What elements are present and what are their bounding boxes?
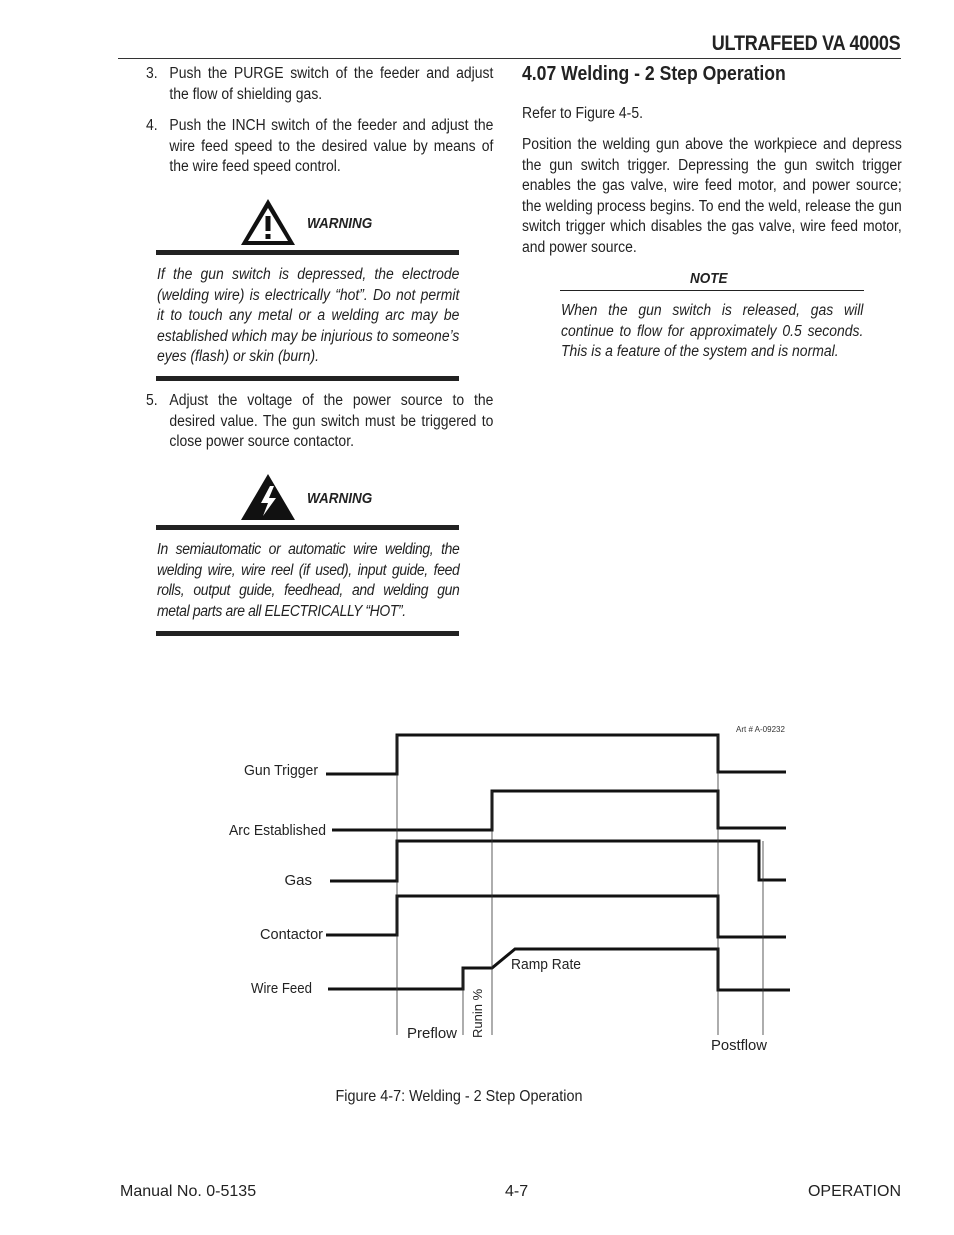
label-runin: Runin % <box>470 988 485 1038</box>
step-number: 3. <box>146 65 158 82</box>
footer-section: OPERATION <box>807 1183 901 1200</box>
signal-label-arc-established: Arc Established <box>229 822 326 839</box>
paragraph-text: Position the welding gun above the workpiece and depress the gun switch trigger. Depressing the gun switch trigger enables the gas valve, wire feed motor, and power source; the welding process begins. To end the weld, release the gun switch trigger which disables the gas valve, wire feed motor, and power source. <box>522 136 902 256</box>
warning-bottom-rule <box>156 631 459 636</box>
paragraph <box>522 135 944 258</box>
footer-manual-number: Manual No. 0-5135 <box>120 1183 257 1200</box>
lightning-bolt-icon <box>239 472 297 522</box>
signal-label-gun-trigger: Gun Trigger <box>244 762 318 779</box>
exclamation-triangle-icon <box>239 197 297 247</box>
note-text: When the gun switch is released, gas will continue to flow for approximately 0.5 seconds. This is a feature of the system and is normal. <box>561 302 864 360</box>
warning-label: WARNING <box>307 215 373 232</box>
warning-top-rule <box>156 525 459 530</box>
label-postflow: Postflow <box>711 1037 768 1054</box>
header-rule <box>118 58 901 59</box>
waveform-contactor <box>326 896 786 937</box>
warning-text: In semiautomatic or automatic wire welding, the welding wire, wire reel (if used), input guide, feed rolls, output guide, feedhead, and welding gun metal parts are all ELECTRICALLY “HOT”. <box>157 541 460 620</box>
warning-top-rule <box>156 250 459 255</box>
paragraph <box>522 104 944 125</box>
footer-page-number: 4-7 <box>505 1183 529 1200</box>
warning-text: If the gun switch is depressed, the electrode (welding wire) is electrically “hot”. Do not permit it to touch any metal or a welding arc may be established which may be injurious to someone’s eyes (flash) or skin (burn). <box>157 266 460 365</box>
step-text: Adjust the voltage of the power source to the desired value. The gun switch must be triggered to close power source contactor. <box>169 392 494 450</box>
label-ramp-rate: Ramp Rate <box>511 956 581 973</box>
step-text: Push the PURGE switch of the feeder and adjust the flow of shielding gas. <box>169 65 494 103</box>
warning-bottom-rule <box>156 376 459 381</box>
label-preflow: Preflow <box>407 1025 458 1042</box>
step-text: Push the INCH switch of the feeder and adjust the wire feed speed to the desired value by means of the wire feed speed control. <box>169 117 494 175</box>
waveform-gun-trigger <box>326 735 786 774</box>
warning-label: WARNING <box>307 490 373 507</box>
signal-label-contactor: Contactor <box>260 926 323 943</box>
art-number: Art # A-09232 <box>736 725 785 734</box>
note-label: NOTE <box>690 270 728 287</box>
step-number: 5. <box>146 392 158 409</box>
signal-label-wire-feed: Wire Feed <box>251 980 312 997</box>
signal-label-gas: Gas <box>284 872 312 889</box>
figure-caption: Figure 4-7: Welding - 2 Step Operation <box>335 1088 583 1105</box>
paragraph-text: Refer to Figure 4-5. <box>522 105 643 122</box>
timing-diagram <box>0 700 954 1080</box>
step-number: 4. <box>146 117 158 134</box>
document-title: ULTRAFEED VA 4000S <box>711 32 900 55</box>
section-heading: 4.07 Welding - 2 Step Operation <box>522 63 786 85</box>
note-rule <box>560 290 864 291</box>
